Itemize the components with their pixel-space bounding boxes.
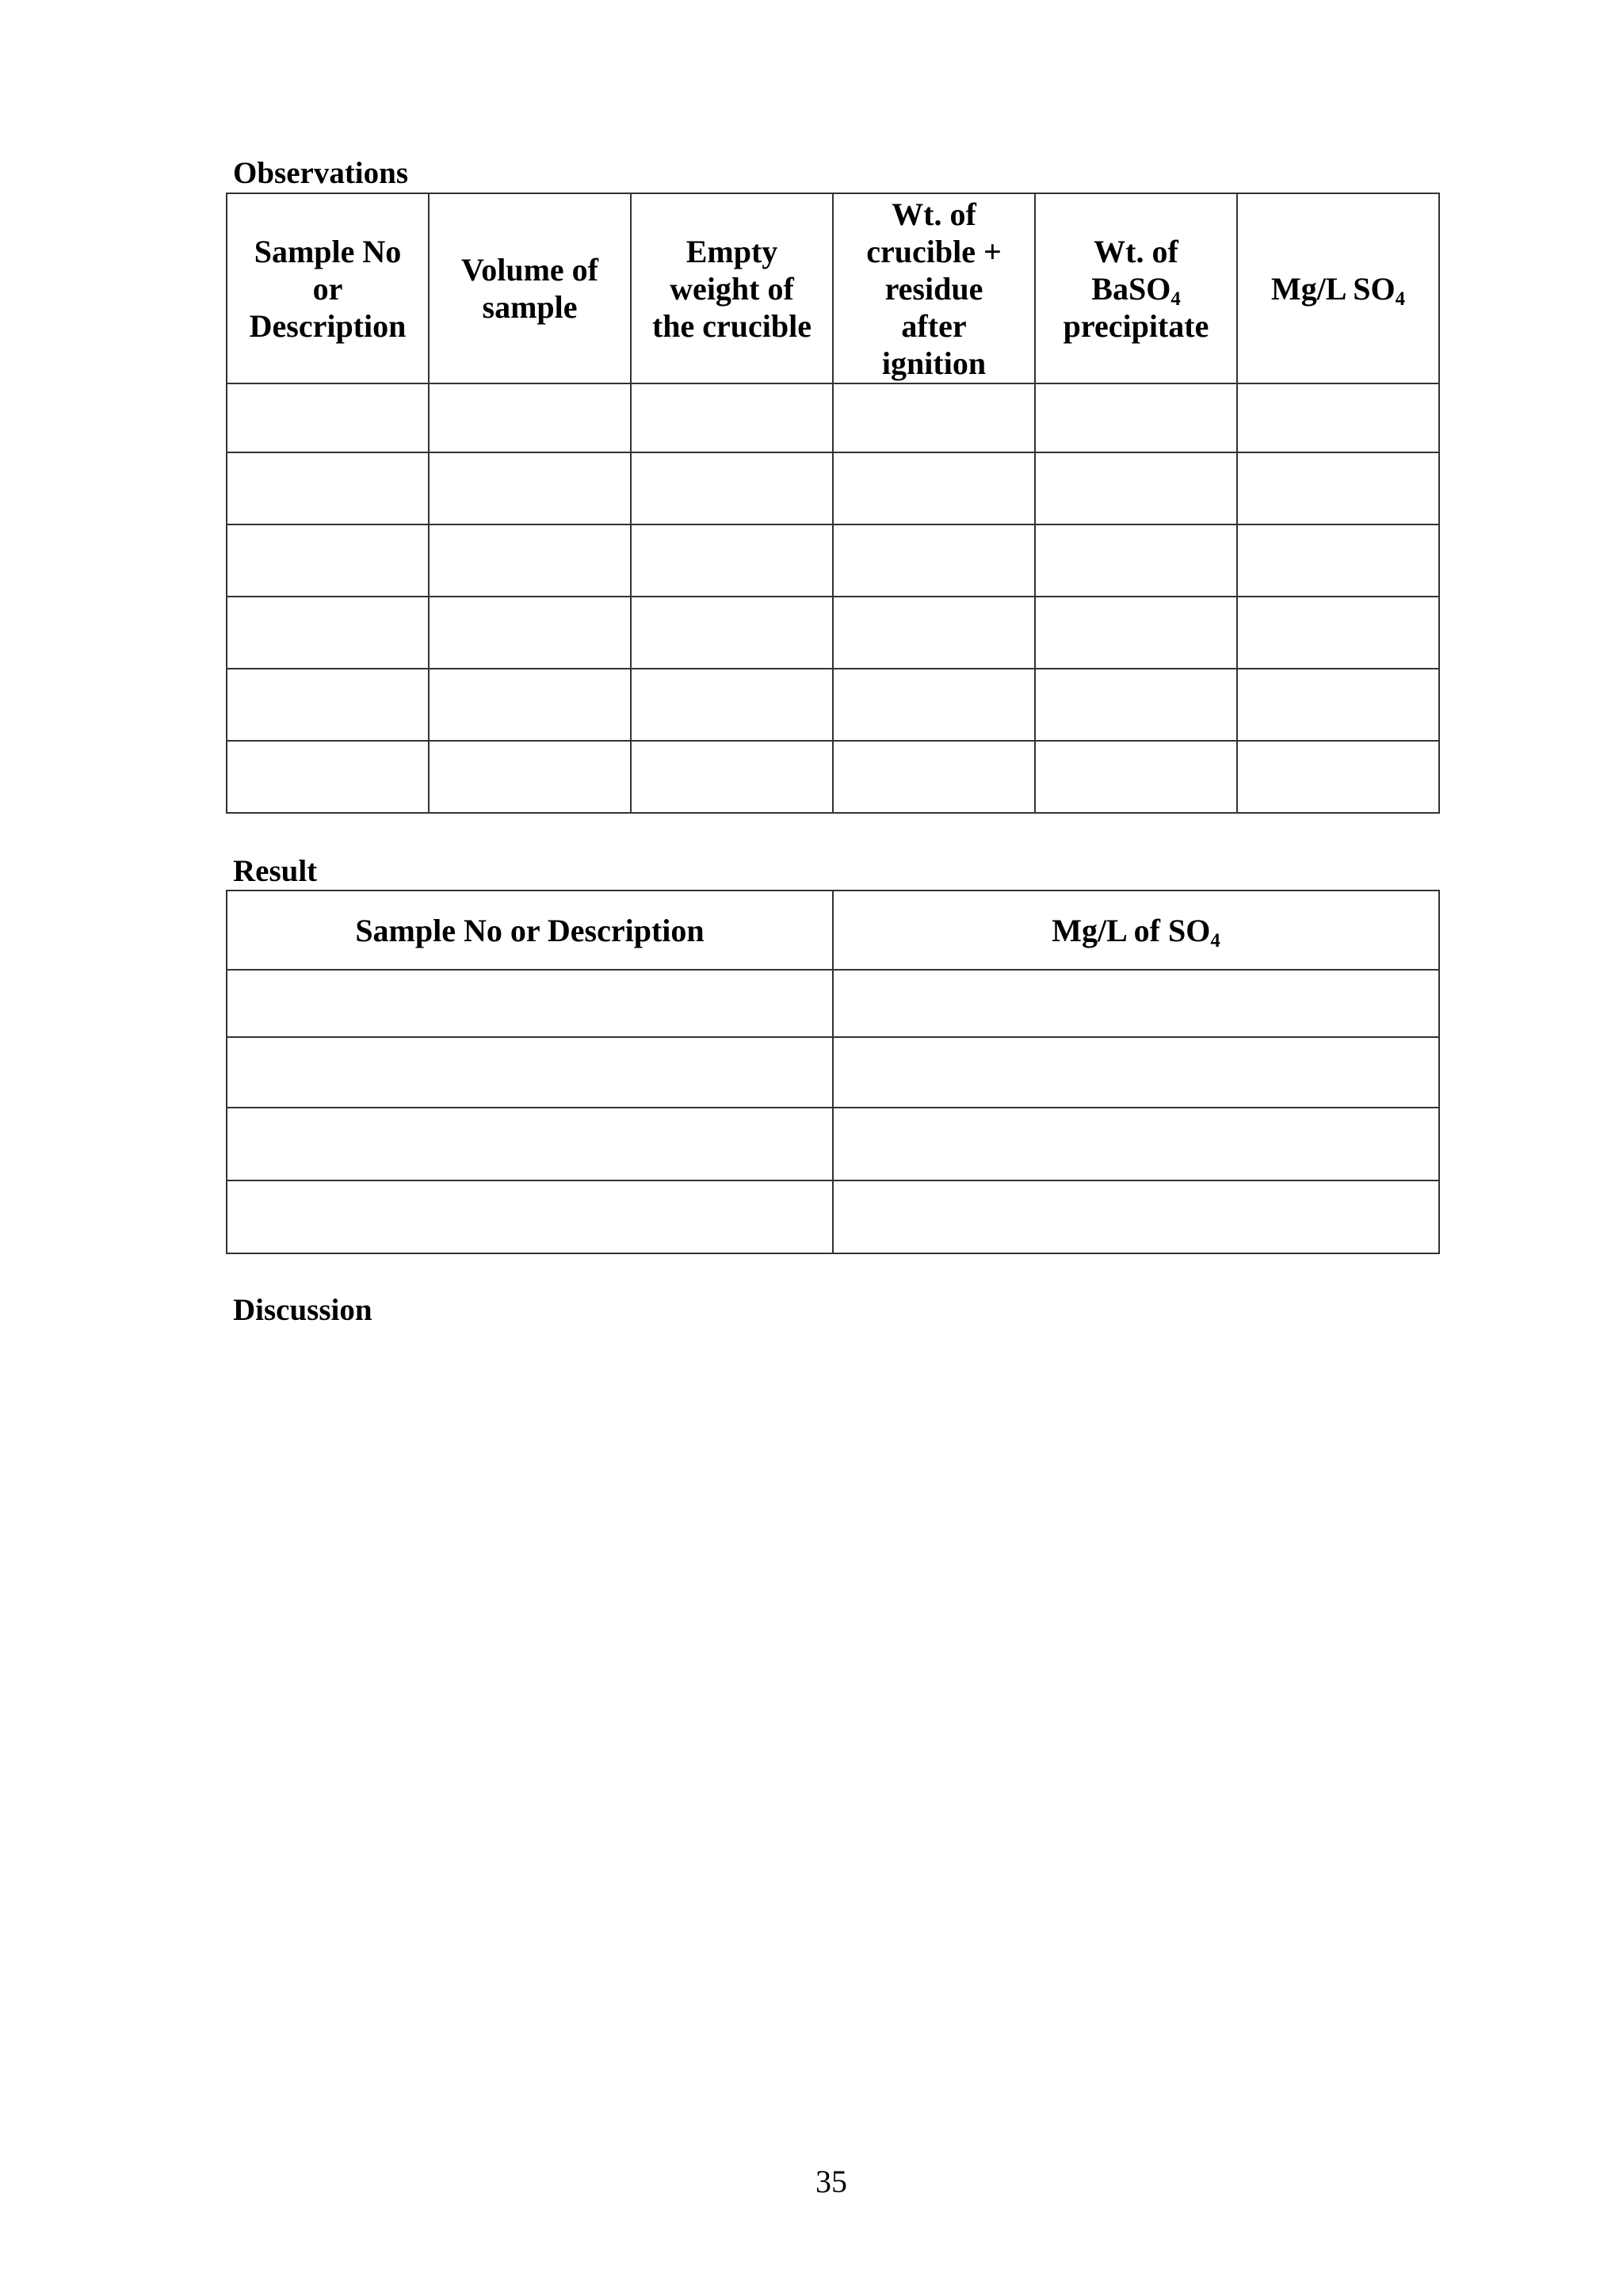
table-cell[interactable]	[429, 452, 631, 524]
page-number: 35	[815, 2164, 847, 2199]
table-cell[interactable]	[227, 1108, 833, 1180]
table-cell[interactable]	[1237, 597, 1439, 669]
table-cell[interactable]	[1237, 452, 1439, 524]
table-cell[interactable]	[833, 597, 1035, 669]
table-cell[interactable]	[631, 597, 833, 669]
table-cell[interactable]	[429, 524, 631, 597]
table-cell[interactable]	[1035, 597, 1237, 669]
column-header-empty-weight: Empty weight of the crucible	[631, 193, 833, 383]
table-cell[interactable]	[833, 452, 1035, 524]
result-header-row	[227, 891, 1439, 970]
table-cell[interactable]	[429, 383, 631, 452]
result-heading: Result	[233, 854, 318, 888]
table-row	[227, 597, 1439, 669]
table-row	[227, 669, 1439, 741]
result-table	[226, 890, 1440, 1254]
table-cell[interactable]	[631, 669, 833, 741]
table-cell[interactable]	[833, 524, 1035, 597]
column-header-baso4: Wt. of BaSO4 precipitate	[1035, 193, 1237, 383]
table-cell[interactable]	[227, 669, 429, 741]
table-cell[interactable]	[631, 452, 833, 524]
table-cell[interactable]	[1237, 669, 1439, 741]
table-cell[interactable]	[833, 1037, 1439, 1108]
table-row	[227, 1180, 1439, 1253]
column-header-sample-description: Sample No or Description	[227, 891, 833, 970]
table-cell[interactable]	[833, 1180, 1439, 1253]
table-row	[227, 741, 1439, 813]
table-cell[interactable]	[1035, 669, 1237, 741]
table-cell[interactable]	[631, 383, 833, 452]
table-cell[interactable]	[1035, 383, 1237, 452]
table-row	[227, 383, 1439, 452]
table-cell[interactable]	[833, 383, 1035, 452]
table-cell[interactable]	[429, 669, 631, 741]
column-header-volume: Volume of sample	[429, 193, 631, 383]
table-cell[interactable]	[429, 741, 631, 813]
table-row	[227, 1037, 1439, 1108]
table-cell[interactable]	[833, 1108, 1439, 1180]
table-row	[227, 524, 1439, 597]
table-row	[227, 970, 1439, 1037]
table-cell[interactable]	[227, 597, 429, 669]
column-header-mgl-so4: Mg/L SO4	[1237, 193, 1439, 383]
table-cell[interactable]	[833, 741, 1035, 813]
table-cell[interactable]	[227, 741, 429, 813]
table-cell[interactable]	[227, 970, 833, 1037]
table-cell[interactable]	[631, 741, 833, 813]
observations-table	[226, 193, 1440, 814]
table-cell[interactable]	[429, 597, 631, 669]
observations-header-row	[227, 193, 1439, 383]
discussion-heading: Discussion	[233, 1293, 372, 1327]
table-cell[interactable]	[227, 1180, 833, 1253]
table-cell[interactable]	[1237, 524, 1439, 597]
table-cell[interactable]	[227, 524, 429, 597]
table-cell[interactable]	[1035, 741, 1237, 813]
table-cell[interactable]	[227, 383, 429, 452]
table-row	[227, 452, 1439, 524]
table-cell[interactable]	[1035, 524, 1237, 597]
table-cell[interactable]	[631, 524, 833, 597]
column-header-sample: Sample No or Description	[227, 193, 429, 383]
table-cell[interactable]	[1237, 741, 1439, 813]
table-cell[interactable]	[227, 452, 429, 524]
table-cell[interactable]	[227, 1037, 833, 1108]
observations-heading: Observations	[233, 156, 409, 190]
table-row	[227, 1108, 1439, 1180]
table-cell[interactable]	[1035, 452, 1237, 524]
table-cell[interactable]	[833, 970, 1439, 1037]
table-cell[interactable]	[833, 669, 1035, 741]
column-header-mgl-of-so4: Mg/L of SO4	[833, 891, 1439, 970]
column-header-crucible-residue: Wt. of crucible + residue after ignition	[833, 193, 1035, 383]
table-cell[interactable]	[1237, 383, 1439, 452]
